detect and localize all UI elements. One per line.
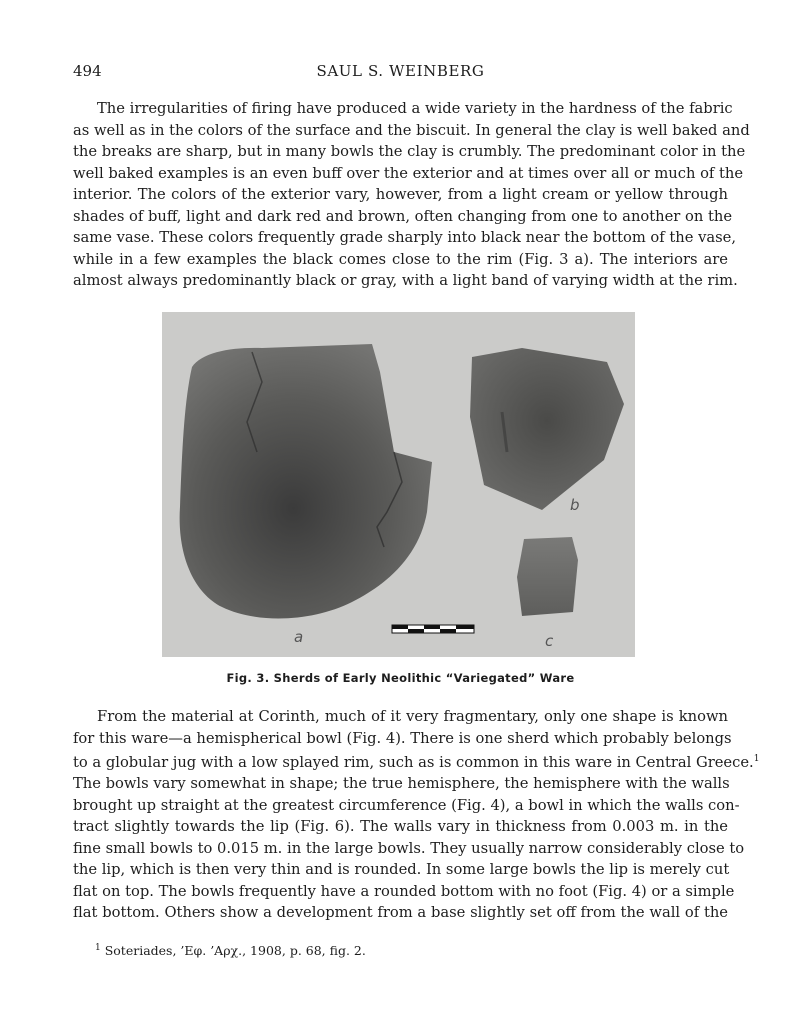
text-line: tract slightly towards the lip (Fig. 6). The walls vary in thickness from 0.003 m. in the: [73, 818, 728, 836]
text-line: The irregularities of firing have produced a wide variety in the hardness of the fabric: [97, 100, 733, 117]
figure-caption: Fig. 3. Sherds of Early Neolithic “Variegated” Ware: [226, 671, 575, 685]
text-line: interior. The colors of the exterior vary, however, from a light cream or yellow through: [73, 186, 728, 203]
text-line: shades of buff, light and dark red and brown, often changing from one to another on the: [73, 207, 733, 225]
paragraph-firing: [73, 98, 750, 292]
text-line: fine small bowls to 0.015 m. in the large bowls. They usually narrow considerably close to: [73, 839, 745, 857]
paragraph-shapes: [73, 706, 760, 924]
text-line: almost always predominantly black or gray, with a light band of varying width at the rim.: [73, 272, 738, 289]
text-line: while in a few examples the black comes close to the rim (Fig. 3 a). The interiors are: [73, 250, 728, 268]
text-line: brought up straight at the greatest circumference (Fig. 4), a bowl in which the walls con-: [73, 796, 740, 814]
text-line: to a globular jug with a low splayed rim, such as is common in this ware in Central Greece.: [73, 753, 754, 771]
footnote: [95, 943, 366, 958]
running-header: [73, 62, 728, 84]
text-line: From the material at Corinth, much of it very fragmentary, only one shape is known: [97, 708, 728, 725]
figure-label-a: a: [294, 628, 304, 646]
sherds-photo: [162, 312, 635, 657]
footnote-text: Soteriades, ’Eφ. ’Aρχ., 1908, p. 68, fig. 2.: [104, 943, 366, 959]
page-number: 494: [73, 62, 102, 80]
figure-photo-sherds: [162, 312, 635, 657]
running-title: SAUL S. WEINBERG: [316, 62, 485, 80]
text-line: the breaks are sharp, but in many bowls the clay is crumbly. The predominant color in the: [73, 143, 746, 160]
footnote-reference[interactable]: 1: [753, 754, 760, 764]
sherd-c: [517, 537, 578, 616]
text-line-with-footnote: [73, 749, 760, 773]
text-line: as well as in the colors of the surface and the biscuit. In general the clay is well baked and: [73, 121, 750, 139]
figure-label-b: b: [570, 496, 580, 514]
text-line: same vase. These colors frequently grade sharply into black near the bottom of the vase,: [73, 229, 737, 246]
figure-label-c: c: [545, 632, 554, 650]
text-line: flat on top. The bowls frequently have a rounded bottom with no foot (Fig. 4) or a simple: [73, 882, 735, 900]
text-line: The bowls vary somewhat in shape; the true hemisphere, the hemisphere with the walls: [73, 775, 730, 793]
text-line: for this ware—a hemispherical bowl (Fig. 4). There is one sherd which probably belongs: [73, 729, 732, 747]
text-line: flat bottom. Others show a development from a base slightly set off from the wall of the: [73, 904, 728, 922]
scale-bar: [392, 625, 474, 633]
text-line: the lip, which is then very thin and is rounded. In some large bowls the lip is merely cut: [73, 861, 730, 879]
text-line: well baked examples is an even buff over the exterior and at times over all or much of the: [73, 164, 744, 182]
footnote-marker: 1: [95, 943, 101, 953]
